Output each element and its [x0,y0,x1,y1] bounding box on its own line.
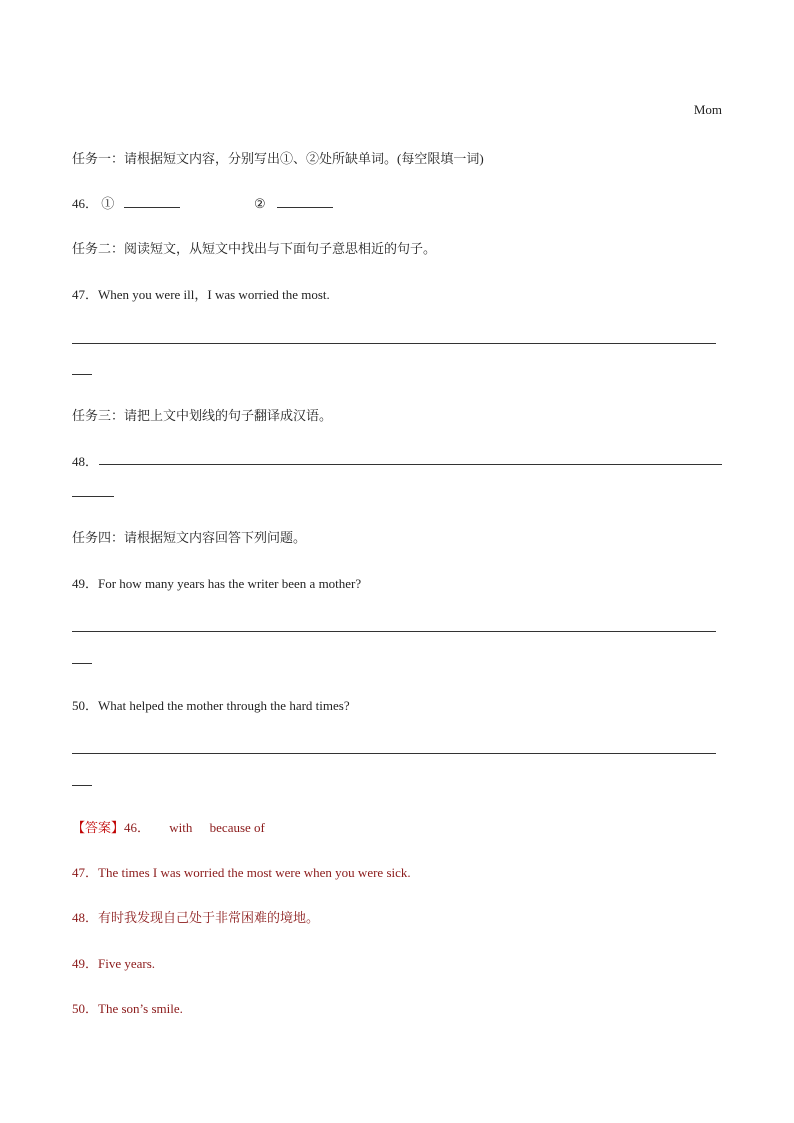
answer-line-47-tail [72,374,92,375]
question-47: 47．When you were ill，I was worried the most. [72,287,330,302]
answer-49: 49．Five years. [72,956,156,971]
answer-46 [72,817,265,836]
letter-signature: Mom [693,102,722,117]
answer-line-48[interactable] [99,464,722,465]
answer-line-49[interactable] [72,631,716,632]
answer-line-47[interactable] [72,343,716,344]
answer-46-number: 46． [124,820,151,835]
question-50: 50．What helped the mother through the hard times? [72,698,350,713]
question-46 [72,193,333,212]
answer-50: 50．The son’s smile. [72,1001,183,1016]
blank-2-marker: ② [254,196,266,211]
answer-46-word-2: because of [209,820,265,835]
task1-title: 任务一：请根据短文内容，分别写出①、②处所缺单词。(每空限填一词) [72,151,484,166]
blank-1-marker: ① [101,196,115,211]
task2-title: 任务二：阅读短文，从短文中找出与下面句子意思相近的句子。 [72,241,437,256]
answer-46-word-1: with [169,820,193,835]
question-46-number: 46． [72,196,99,211]
answer-line-50[interactable] [72,753,716,754]
task4-title: 任务四：请根据短文内容回答下列问题。 [72,530,307,545]
blank-1-line[interactable] [124,195,180,208]
answer-line-49-tail [72,663,92,664]
answer-47: 47．The times I was worried the most were when you were sick. [72,865,411,880]
task3-title: 任务三：请把上文中划线的句子翻译成汉语。 [72,408,333,423]
answer-48: 48．有时我发现自己处于非常困难的境地。 [72,910,320,925]
answer-tag: 【答案】 [72,820,125,835]
answer-line-50-tail [72,785,92,786]
answer-line-48-tail [72,496,114,497]
blank-2-line[interactable] [277,195,333,208]
question-49: 49．For how many years has the writer been a mother? [72,576,362,591]
question-48-number: 48． [72,454,99,469]
